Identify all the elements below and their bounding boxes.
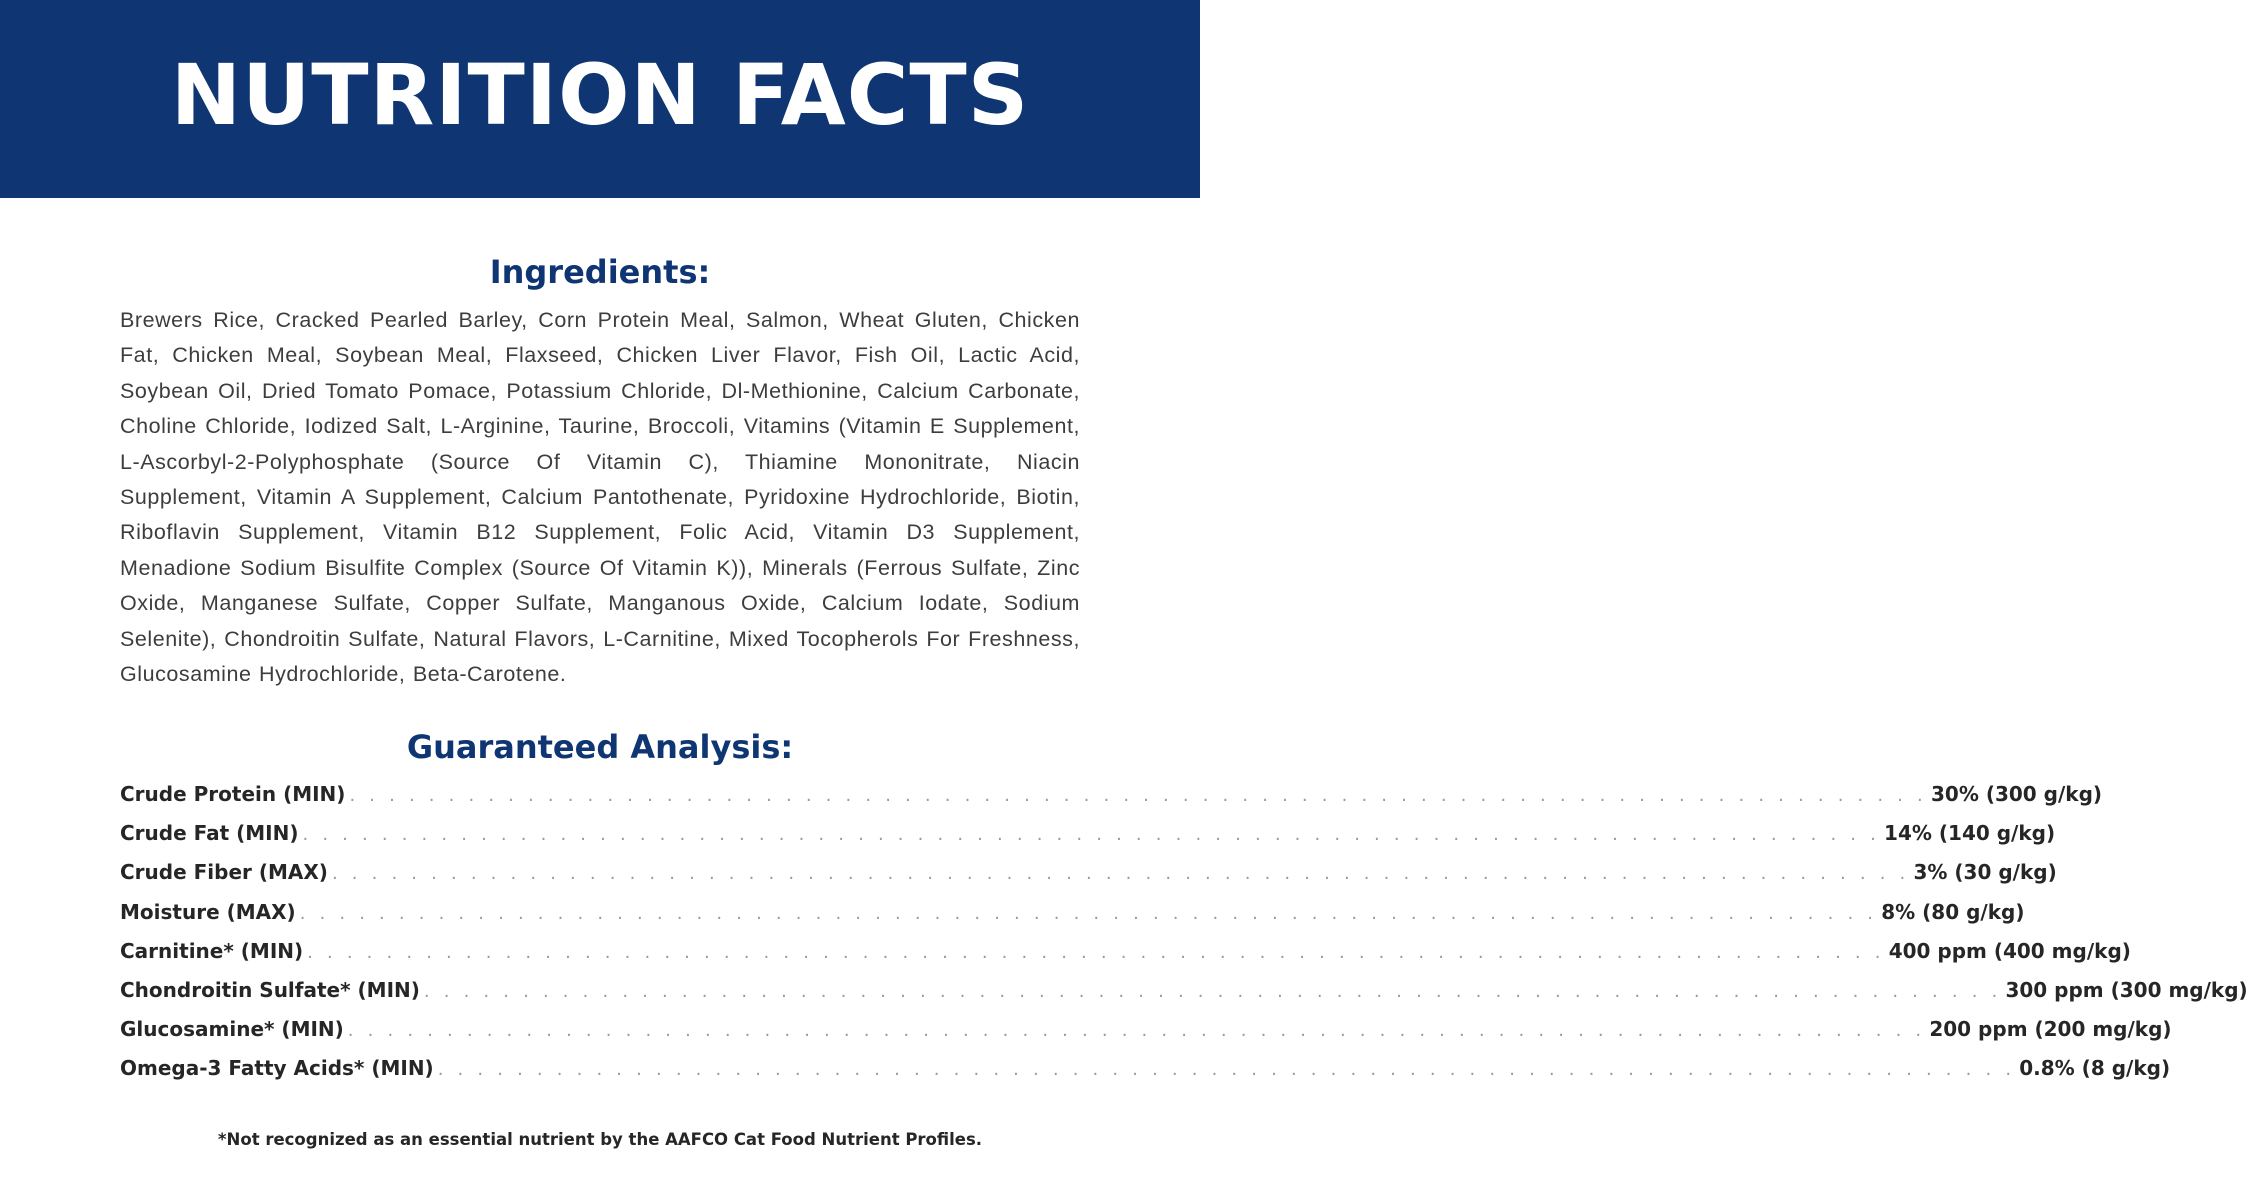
analysis-value: 0.8% (8 g/kg) (2019, 1056, 2171, 1081)
analysis-label: Chondroitin Sulfate* (MIN) (120, 977, 420, 1002)
analysis-row (120, 782, 2103, 821)
analysis-value: 8% (80 g/kg) (1881, 899, 2025, 924)
analysis-row (120, 1017, 2172, 1056)
guaranteed-analysis-heading: Guaranteed Analysis: (406, 728, 794, 766)
analysis-value: 3% (30 g/kg) (1913, 860, 2057, 885)
analysis-label: Crude Protein (MIN) (120, 782, 346, 806)
analysis-label: Crude Fat (MIN) (120, 821, 299, 846)
analysis-row (120, 860, 2057, 899)
header-banner (0, 0, 1200, 198)
analysis-value: 400 ppm (400 mg/kg) (1888, 938, 2131, 963)
analysis-value: 30% (300 g/kg) (1930, 782, 2103, 806)
analysis-row (120, 938, 2131, 978)
dot-leader: . . . . . . . . . . . . . . . . . . . . . . . . . . . . . . . . . . . . . . . . . . . . . . . . . . . . . . . . . . . . . . . . . . . . . . . . . . . . . . . . (307, 941, 1885, 963)
analysis-row (120, 899, 2025, 939)
ingredients-heading: Ingredients: (489, 253, 711, 291)
analysis-label: Glucosamine* (MIN) (120, 1017, 344, 1042)
dot-leader: . . . . . . . . . . . . . . . . . . . . . . . . . . . . . . . . . . . . . . . . . . . . . . . . . . . . . . . . . . . . . . . . . . . . . . . . . . . . . . . . (331, 863, 1910, 885)
analysis-row (120, 977, 2248, 1017)
page-title: NUTRITION FACTS (170, 46, 1030, 144)
analysis-label: Omega-3 Fatty Acids* (MIN) (120, 1056, 434, 1081)
guaranteed-analysis-table (120, 782, 2248, 1096)
analysis-row (120, 1056, 2171, 1095)
dot-leader: . . . . . . . . . . . . . . . . . . . . . . . . . . . . . . . . . . . . . . . . . . . . . . . . . . . . . . . . . . . . . . . . . . . . . . . . . . . . . . . . (349, 785, 1927, 806)
analysis-value: 14% (140 g/kg) (1884, 821, 2056, 846)
analysis-label: Moisture (MAX) (120, 899, 296, 924)
ingredients-list: Brewers Rice, Cracked Pearled Barley, Corn Protein Meal, Salmon, Wheat Gluten, Chicken Fat, Chicken Meal, Soybean Meal, Flaxseed, Chicken Liver Flavor, Fish Oil, Lactic Acid, Soybean Oil, Dried Tomato Pomace, Potassium Chloride, Dl-Methionine, Calcium Carbonate, Choline Chloride, Iodized Salt, L-Arginine, Taurine, Broccoli, Vitamins (Vitamin E Supplement, L-Ascorbyl-2-Polyphosphate (Source Of Vitamin C), Thiamine Mononitrate, Niacin Supplement, Vitamin A Supplement, Calcium Pantothenate, Pyridoxine Hydrochloride, Biotin, Riboflavin Supplement, Vitamin B12 Supplement, Folic Acid, Vitamin D3 Supplement, Menadione Sodium Bisulfite Complex (Source Of Vitamin K)), Minerals (Ferrous Sulfate, Zinc Oxide, Manganese Sulfate, Copper Sulfate, Manganous Oxide, Calcium Iodate, Sodium Selenite), Chondroitin Sulfate, Natural Flavors, L-Carnitine, Mixed Tocopherols For Freshness, Glucosamine Hydrochloride, Beta-Carotene. (120, 308, 1080, 687)
analysis-value: 200 ppm (200 mg/kg) (1929, 1017, 2172, 1042)
analysis-value: 300 ppm (300 mg/kg) (2005, 977, 2248, 1002)
dot-leader: . . . . . . . . . . . . . . . . . . . . . . . . . . . . . . . . . . . . . . . . . . . . . . . . . . . . . . . . . . . . . . . . . . . . . . . . . . . . . . . . (299, 902, 1878, 924)
dot-leader: . . . . . . . . . . . . . . . . . . . . . . . . . . . . . . . . . . . . . . . . . . . . . . . . . . . . . . . . . . . . . . . . . . . . . . . . . . . . . . . . (347, 1020, 1926, 1042)
dot-leader: . . . . . . . . . . . . . . . . . . . . . . . . . . . . . . . . . . . . . . . . . . . . . . . . . . . . . . . . . . . . . . . . . . . . . . . . . . . . . . . . (423, 980, 2002, 1002)
dot-leader: . . . . . . . . . . . . . . . . . . . . . . . . . . . . . . . . . . . . . . . . . . . . . . . . . . . . . . . . . . . . . . . . . . . . . . . . . . . . . . . . (437, 1059, 2016, 1081)
analysis-label: Crude Fiber (MAX) (120, 860, 328, 885)
footnote: *Not recognized as an essential nutrient by the AAFCO Cat Food Nutrient Profiles. (217, 1130, 983, 1149)
dot-leader: . . . . . . . . . . . . . . . . . . . . . . . . . . . . . . . . . . . . . . . . . . . . . . . . . . . . . . . . . . . . . . . . . . . . . . . . . . . . . . . . (302, 824, 1881, 846)
analysis-label: Carnitine* (MIN) (120, 938, 304, 963)
analysis-row (120, 821, 2056, 860)
